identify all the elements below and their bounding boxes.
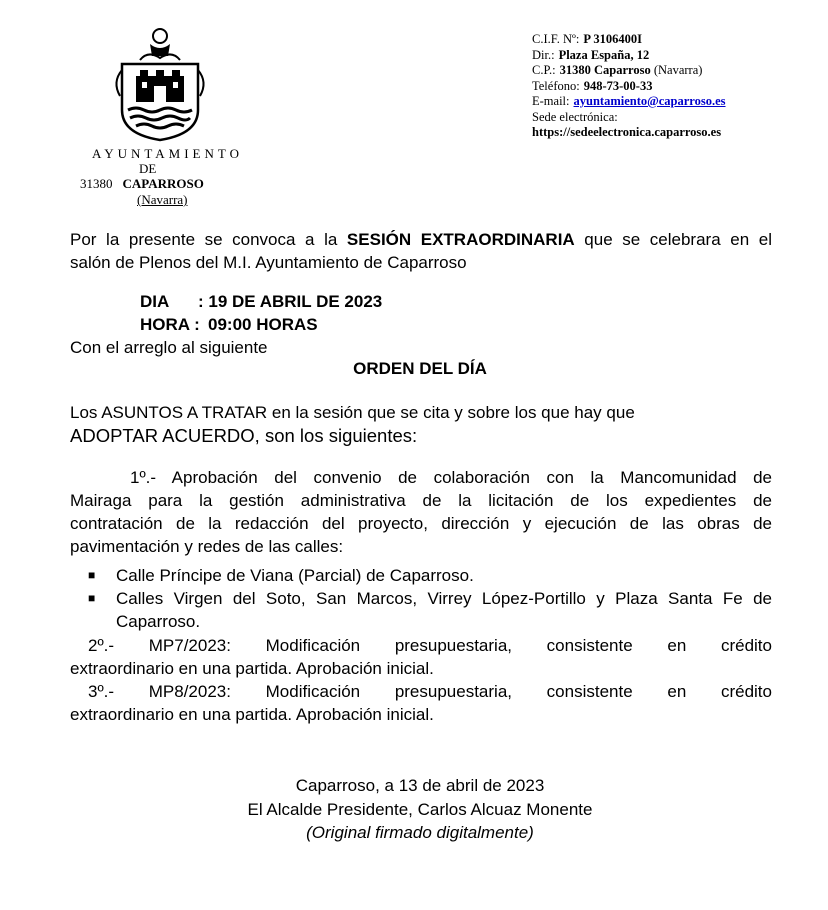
date-value: : 19 DE ABRIL DE 2023 (198, 292, 383, 311)
contact-value: Plaza España, 12 (558, 47, 650, 62)
org-city (80, 176, 204, 192)
org-name: AYUNTAMIENTO (92, 146, 243, 161)
agenda-item-3 (70, 680, 772, 726)
contact-value: 31380 Caparroso (559, 63, 651, 77)
intro-after: que se celebrara en el (574, 230, 772, 249)
session-time (140, 313, 318, 336)
signature-place-date: Caparroso, a 13 de abril de 2023 (295, 776, 545, 795)
contact-label: C.I.F. Nº: (532, 32, 580, 46)
item3-line-1: 3º.- MP8/2023: Modificación presupuestaria, consistente en crédito (88, 682, 772, 701)
time-label: HORA : (140, 315, 200, 334)
arreglo-text: Con el arreglo al siguiente (70, 338, 268, 357)
contact-row (532, 32, 726, 48)
contact-value: https://sedeelectronica.caparroso.es (532, 125, 722, 139)
org-region: (Navarra) (137, 192, 188, 207)
session-type: SESIÓN EXTRAORDINARIA (346, 230, 575, 249)
date-label: DIA (140, 292, 170, 311)
item2-line-2: extraordinario en una partida. Aprobación inicial. (70, 659, 434, 678)
email-link[interactable]: ayuntamiento@caparroso.es (573, 94, 726, 108)
contact-label: C.P.: (532, 63, 556, 77)
coat-of-arms-icon (110, 22, 210, 142)
item1-line-1: 1º.- Aprobación del convenio de colaboración con la Mancomunidad de (130, 468, 772, 487)
intro-before: Por la presente se convoca a la (70, 230, 347, 249)
contact-row (532, 48, 726, 64)
org-de: DE (139, 161, 157, 176)
contact-row (532, 94, 726, 110)
agenda-item-2 (70, 634, 772, 680)
contact-suffix: (Navarra) (650, 63, 703, 77)
contact-label: Teléfono: (532, 78, 580, 93)
contact-label: Sede electrónica: (532, 109, 618, 124)
contact-row (532, 79, 726, 95)
signature-name: El Alcalde Presidente, Carlos Alcuaz Monente (247, 800, 593, 819)
item1-line-2: Mairaga para la gestión administrativa de la licitación de los expedientes de (70, 491, 772, 510)
bullet-icon: ■ (88, 568, 96, 582)
contact-label: E-mail: (532, 94, 570, 108)
signature-note: (Original firmado digitalmente) (306, 823, 534, 842)
street-list (88, 564, 772, 633)
contact-row (532, 110, 726, 126)
list-item (88, 587, 772, 633)
postal-code: 31380 (80, 176, 113, 191)
adoptar-text: ADOPTAR ACUERDO, son los siguientes: (70, 425, 418, 446)
bullet-icon: ■ (88, 591, 96, 605)
contact-value: 948-73-00-33 (583, 78, 653, 93)
list-item-text: Calle Príncipe de Viana (Parcial) de Caparroso. (116, 566, 474, 585)
list-item-text: Calles Virgen del Soto, San Marcos, Virrey López-Portillo y Plaza Santa Fe de Caparroso. (116, 589, 772, 631)
contact-label: Dir.: (532, 47, 555, 62)
contact-block (532, 32, 726, 141)
contact-row (532, 125, 726, 141)
list-item (88, 564, 772, 587)
item1-line-4: pavimentación y redes de las calles: (70, 537, 344, 556)
agenda-title: ORDEN DEL DÍA (353, 359, 487, 378)
item3-line-2: extraordinario en una partida. Aprobación inicial. (70, 705, 434, 724)
intro-line-1 (70, 228, 772, 251)
city-name: CAPARROSO (122, 176, 204, 191)
item2-line-1: 2º.- MP7/2023: Modificación presupuestaria, consistente en crédito (88, 636, 772, 655)
item1-line-3: contratación de la redacción del proyecto, dirección y ejecución de las obras de (70, 514, 772, 533)
time-value: 09:00 HORAS (208, 315, 318, 334)
intro-paragraph (70, 228, 772, 274)
contact-row (532, 63, 726, 79)
contact-value: P 3106400I (583, 32, 643, 46)
intro-line-2: salón de Plenos del M.I. Ayuntamiento de Caparroso (70, 253, 467, 272)
agenda-item-1 (70, 466, 772, 558)
session-date (140, 290, 382, 313)
asuntos-text: Los ASUNTOS A TRATAR en la sesión que se cita y sobre los que hay que (70, 403, 635, 422)
